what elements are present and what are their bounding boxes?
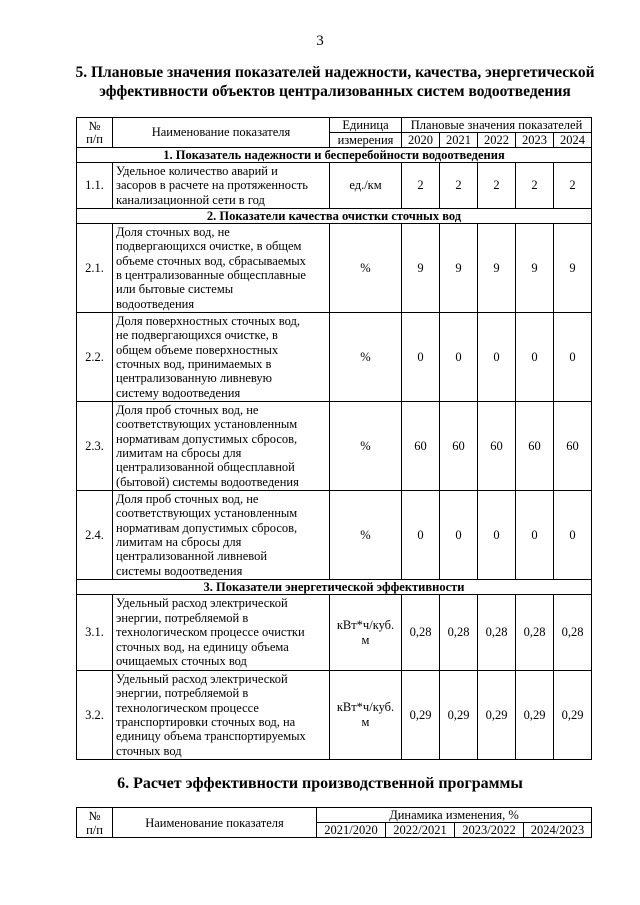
indicator-name-line: Доля проб сточных вод, не — [116, 402, 259, 417]
indicator-name-line: соответствующих установленным — [116, 506, 298, 521]
planned-value: 9 — [402, 224, 440, 313]
indicator-name-line: нормативам допустимых сбросов, — [116, 520, 298, 535]
indicator-name-line: в централизованные общесплавные — [116, 268, 306, 282]
table-row — [77, 163, 592, 209]
header-no: № п/п — [77, 118, 113, 148]
t2-header-period: 2023/2022 — [455, 823, 524, 838]
row-number: 1.1. — [77, 163, 113, 209]
planned-value: 2 — [554, 163, 592, 209]
planned-value: 9 — [478, 224, 516, 313]
planned-value: 9 — [516, 224, 554, 313]
planned-value: 0 — [402, 313, 440, 402]
section-header: 1. Показатель надежности и бесперебойности водоотведения — [77, 148, 592, 163]
indicator-name-line: или бытовые системы — [116, 282, 234, 297]
header-year: 2022 — [478, 133, 516, 148]
t2-header-period: 2024/2023 — [524, 823, 592, 838]
t2-header-period: 2021/2020 — [317, 823, 386, 838]
indicator-name-line: Доля поверхностных сточных вод, — [116, 313, 300, 328]
planned-value: 60 — [402, 402, 440, 491]
indicator-name-line: лимитам на сбросы для — [116, 446, 242, 460]
unit — [330, 224, 402, 313]
header-unit: Единица — [330, 118, 402, 133]
header-name: Наименование показателя — [113, 118, 330, 148]
planned-value: 0,28 — [402, 595, 440, 671]
indicator-name-line: системы водоотведения — [116, 563, 243, 578]
table-row — [77, 491, 592, 580]
indicator-name — [113, 595, 330, 671]
indicator-name-line: централизованной ливневой — [116, 549, 268, 564]
indicator-name — [113, 163, 330, 209]
section-header: 2. Показатели качества очистки сточных вод — [77, 209, 592, 224]
page-number: 3 — [316, 33, 324, 49]
planned-value: 0 — [516, 491, 554, 580]
indicator-name-line: Удельный расход электрической — [116, 671, 288, 686]
indicator-name-line: нормативам допустимых сбросов, — [116, 431, 298, 446]
indicator-name-line: засоров в расчете на протяженность — [116, 178, 309, 193]
planned-value: 60 — [478, 402, 516, 491]
header-planned-values: Плановые значения показателей — [402, 118, 592, 133]
section-5-title-line-1: 5. Плановые значения показателей надежности, качества, энергетической — [75, 64, 595, 81]
indicator-name-line: транспортировки сточных вод, на — [116, 715, 296, 729]
planned-value: 2 — [402, 163, 440, 209]
header-unit-line-2: измерения — [330, 133, 402, 148]
indicators-table — [76, 117, 592, 760]
efficiency-table — [76, 807, 592, 838]
row-number: 2.3. — [77, 402, 113, 491]
indicator-name-line: энергии, потребляемой в — [116, 686, 249, 701]
planned-value: 60 — [516, 402, 554, 491]
table-row — [77, 224, 592, 313]
indicator-name — [113, 671, 330, 760]
indicator-name-line: энергии, потребляемой в — [116, 610, 249, 625]
indicator-name-line: подвергающихся очистке, в общем — [116, 239, 302, 254]
t2-header-dynamics: Динамика изменения, % — [317, 808, 592, 823]
unit-line: ед./км — [349, 178, 382, 192]
indicator-name-line: Удельный расход электрической — [116, 596, 288, 611]
indicator-name-line: единицу объема транспортируемых — [116, 729, 306, 744]
section-header: 3. Показатели энергетической эффективности — [77, 580, 592, 595]
header-year: 2021 — [440, 133, 478, 148]
unit-line: % — [360, 260, 371, 275]
planned-value: 9 — [440, 224, 478, 313]
planned-value: 0 — [440, 491, 478, 580]
planned-value: 0 — [478, 313, 516, 402]
indicator-name-line: Доля проб сточных вод, не — [116, 491, 259, 506]
planned-value: 0 — [478, 491, 516, 580]
indicator-name — [113, 313, 330, 402]
t2-header-period: 2022/2021 — [386, 823, 455, 838]
row-number: 3.1. — [77, 595, 113, 671]
indicator-name-line: сточных вод, принимаемых в — [116, 357, 272, 371]
indicator-name-line: централизованную ливневую — [116, 371, 272, 386]
unit-line: м — [361, 715, 370, 729]
indicator-name — [113, 402, 330, 491]
indicator-name-line: соответствующих установленным — [116, 417, 298, 432]
planned-value: 0,28 — [516, 595, 554, 671]
table-row — [77, 402, 592, 491]
planned-value: 2 — [478, 163, 516, 209]
unit — [330, 402, 402, 491]
table-row — [77, 671, 592, 760]
unit-line: % — [360, 438, 371, 453]
unit — [330, 491, 402, 580]
planned-value: 2 — [440, 163, 478, 209]
indicator-name-line: общем объеме поверхностных — [116, 342, 279, 357]
planned-value: 0,28 — [554, 595, 592, 671]
header-year: 2023 — [516, 133, 554, 148]
unit-line: кВт*ч/куб. — [336, 700, 395, 714]
unit-line: м — [361, 632, 370, 647]
indicator-name-line: Удельное количество аварий и — [116, 163, 278, 178]
indicator-name-line: централизованной общесплавной — [116, 460, 295, 475]
unit-line: кВт*ч/куб. — [336, 617, 395, 632]
planned-value: 0,29 — [440, 671, 478, 760]
header-year: 2024 — [554, 133, 592, 148]
row-number: 2.1. — [77, 224, 113, 313]
planned-value: 0,29 — [516, 671, 554, 760]
indicator-name-line: технологическом процессе очистки — [116, 625, 305, 640]
unit — [330, 595, 402, 671]
planned-value: 0,29 — [402, 671, 440, 760]
planned-value: 0 — [554, 313, 592, 402]
indicator-name-line: технологическом процессе — [116, 700, 259, 715]
t2-header-name: Наименование показателя — [113, 808, 317, 838]
indicator-name-line: объеме сточных вод, сбрасываемых — [116, 253, 306, 268]
table-row — [77, 313, 592, 402]
planned-value: 0,29 — [478, 671, 516, 760]
indicator-name — [113, 224, 330, 313]
planned-value: 0 — [402, 491, 440, 580]
section-6-title: 6. Расчет эффективности производственной программы — [117, 775, 523, 792]
planned-value: 0,28 — [478, 595, 516, 671]
row-number: 2.2. — [77, 313, 113, 402]
planned-value: 0,29 — [554, 671, 592, 760]
planned-value: 60 — [554, 402, 592, 491]
row-number: 3.2. — [77, 671, 113, 760]
indicator-name-line: Доля сточных вод, не — [116, 224, 230, 239]
indicator-name-line: систему водоотведения — [116, 385, 241, 400]
planned-value: 2 — [516, 163, 554, 209]
indicator-name-line: сточных вод, на единицу объема — [116, 639, 289, 654]
indicator-name-line: водоотведения — [116, 296, 195, 311]
planned-value: 0 — [440, 313, 478, 402]
planned-value: 0 — [516, 313, 554, 402]
planned-value: 60 — [440, 402, 478, 491]
section-5-title — [70, 63, 600, 101]
planned-value: 0,28 — [440, 595, 478, 671]
section-5-title-line-2: эффективности объектов централизованных систем водоотведения — [99, 83, 571, 100]
indicator-name-line: очищаемых сточных вод — [116, 654, 247, 669]
table-row — [77, 595, 592, 671]
unit — [330, 313, 402, 402]
planned-value: 9 — [554, 224, 592, 313]
header-year: 2020 — [402, 133, 440, 148]
unit-line: % — [360, 349, 371, 364]
indicator-name-line: сточных вод — [116, 743, 182, 758]
unit-line: % — [360, 527, 371, 542]
unit — [330, 163, 402, 209]
indicator-name-line: лимитам на сбросы для — [116, 535, 242, 549]
planned-value: 0 — [554, 491, 592, 580]
row-number: 2.4. — [77, 491, 113, 580]
t2-header-no: № п/п — [77, 808, 113, 838]
indicator-name-line: не подвергающихся очистке, в — [116, 328, 278, 343]
indicator-name-line: (бытовой) системы водоотведения — [116, 474, 299, 489]
unit — [330, 671, 402, 760]
indicator-name-line: канализационной сети в год — [116, 192, 265, 207]
indicator-name — [113, 491, 330, 580]
